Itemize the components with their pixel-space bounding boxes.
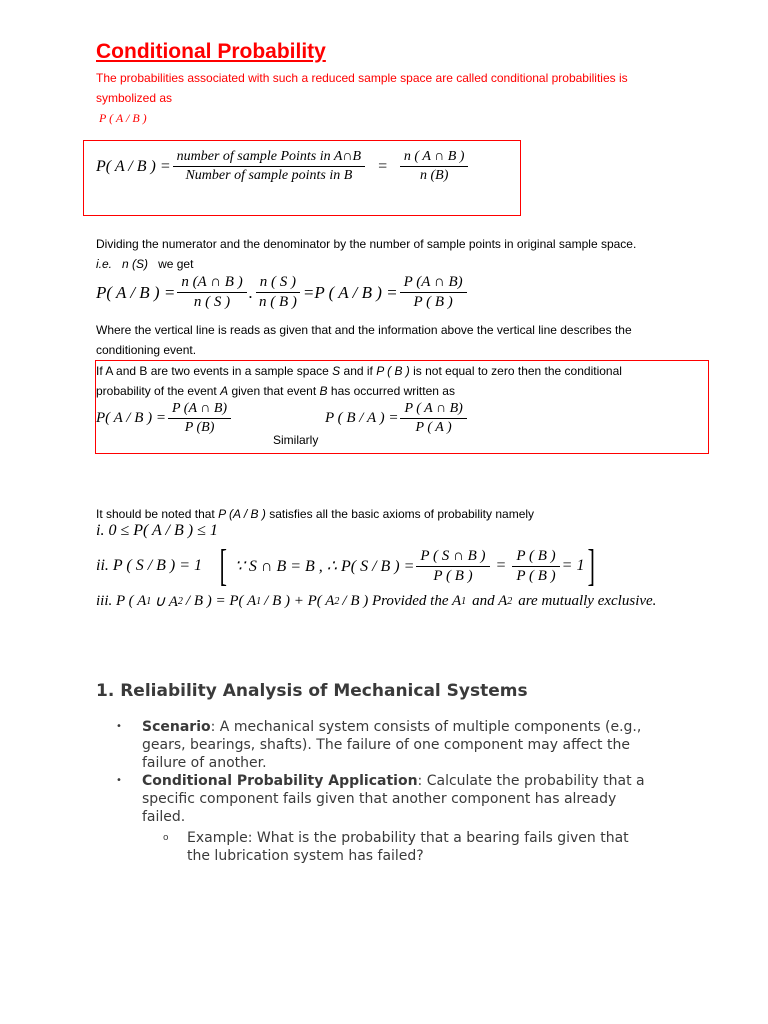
events-formula-2	[325, 401, 469, 436]
intro-line-1: The probabilities associated with such a reduced sample space are called conditional probabilities is	[96, 71, 628, 85]
bullet-2-bold: Conditional Probability Application	[142, 773, 418, 789]
axioms-intro	[96, 504, 716, 524]
events-B: B	[319, 384, 328, 398]
bullet-2-text: : Calculate the probability that a specific component fails given that another component has already failed.	[142, 773, 645, 825]
def-frac1-den: Number of sample points in B	[185, 168, 353, 183]
bullet-1-bold: Scenario	[142, 719, 211, 735]
axiom-ii-because: ∵ S ∩ B = B , ∴ P( S / B ) =	[234, 558, 415, 575]
we-get-label: we get	[158, 257, 194, 271]
vertical-line-text	[96, 320, 716, 360]
axiom-ii-f1-num: P ( S ∩ B )	[416, 548, 489, 567]
axiom-iii-b: ∪ A	[154, 594, 178, 610]
ev-f1-lhs: P( A / B ) =	[96, 410, 166, 426]
events-text-2b: given that event	[231, 384, 317, 398]
def-frac2-den: n (B)	[419, 168, 449, 183]
dividing-line-2	[96, 254, 716, 274]
axioms-intro-a: It should be noted that	[96, 507, 215, 521]
intro-line-2: symbolized as	[96, 91, 173, 105]
list-item	[116, 772, 656, 826]
bullet-dot-icon: •	[116, 721, 122, 732]
events-pb: P ( B )	[376, 364, 410, 378]
events-text-1a: If A and B are two events in a sample space	[96, 364, 329, 378]
ev-f2-den: P ( A )	[415, 420, 452, 435]
dividing-line-1: Dividing the numerator and the denominator by the number of sample points in original sample space.	[96, 237, 637, 251]
axiom-ii-f1-den: P ( B )	[433, 567, 473, 584]
eq2-f1-den: n ( S )	[193, 294, 231, 310]
axiom-ii-f2-den: P ( B )	[516, 567, 556, 584]
axiom-i: i. 0 ≤ P( A / B ) ≤ 1	[96, 522, 218, 539]
ns-label: n (S)	[122, 257, 149, 271]
intro-text	[96, 68, 696, 128]
events-text-2a: probability of the event	[96, 384, 217, 398]
events-line-1	[96, 361, 696, 381]
bullet-1-text: : A mechanical system consists of multiple components (e.g., gears, bearings, shafts). The failure of one component may affect the failure of another.	[142, 719, 642, 771]
definition-formula	[96, 149, 470, 184]
events-formula-1	[96, 401, 233, 436]
eq2-f3-den: P ( B )	[413, 294, 453, 310]
axiom-iii-e: / B ) Provided the A	[342, 593, 462, 609]
sub-list-item	[116, 829, 656, 865]
axiom-ii-end: = 1	[561, 557, 585, 574]
ev-f1-num: P (A ∩ B)	[168, 401, 231, 419]
axiom-iii-sub5: 1	[461, 596, 467, 607]
def-lhs: P( A / B ) =	[96, 157, 171, 175]
sub-bullet-text: Example: What is the probability that a bearing fails given that the lubrication system has failed?	[187, 830, 629, 864]
ie-label: i.e.	[96, 257, 113, 271]
axiom-iii-c: / B ) = P( A	[185, 593, 257, 609]
events-box	[95, 360, 709, 454]
axiom-ii	[96, 543, 599, 589]
events-line-2	[96, 381, 696, 401]
events-text-2c: has occurred written as	[330, 384, 455, 398]
ev-f1-den: P (B)	[184, 420, 215, 435]
eq2-f2-den: n ( B )	[258, 294, 297, 310]
ev-f2-lhs: P ( B / A ) =	[325, 410, 399, 426]
eq2-f3-num: P (A ∩ B)	[400, 274, 467, 293]
axiom-iii-sub2: 2	[177, 596, 183, 607]
def-frac1-num: number of sample Points in A∩B	[173, 149, 365, 167]
vertical-line-2: conditioning event.	[96, 343, 197, 357]
axiom-iii-f: and A	[472, 593, 508, 609]
axioms-intro-pab: P (A / B )	[218, 507, 266, 521]
bullet-dot-icon: •	[116, 775, 122, 786]
eq2-lhs: P( A / B ) =	[96, 282, 176, 302]
def-frac2-num: n ( A ∩ B )	[400, 149, 469, 167]
definition-box	[83, 140, 521, 216]
axiom-iii-a: iii. P ( A	[96, 593, 147, 609]
right-bracket: ]	[588, 541, 596, 590]
eq2-mid: =P ( A / B ) =	[302, 282, 398, 302]
ev-f2-num: P ( A ∩ B)	[400, 401, 466, 419]
events-text-1c: is not equal to zero then the conditional	[413, 364, 622, 378]
eq2-f2-num: n ( S )	[256, 274, 300, 293]
list-item	[116, 718, 656, 772]
eq2-f1-num: n (A ∩ B )	[177, 274, 246, 293]
axiom-iii-sub4: 2	[334, 596, 340, 607]
axiom-iii-g: are mutually exclusive.	[518, 593, 657, 609]
axiom-ii-eq: =	[495, 557, 507, 574]
axiom-iii-sub3: 1	[256, 596, 262, 607]
bullet-list	[116, 718, 656, 865]
events-text-1b: and if	[343, 364, 373, 378]
axiom-iii	[96, 592, 656, 611]
events-s: S	[332, 364, 341, 378]
dividing-text	[96, 234, 716, 274]
axiom-iii-sub6: 2	[507, 596, 513, 607]
page-title: Conditional Probability	[96, 40, 326, 63]
axiom-ii-f2-num: P ( B )	[512, 548, 559, 567]
eq2-dot: .	[248, 282, 253, 302]
vertical-line-1: Where the vertical line is reads as given that and the information above the vertical line describes the	[96, 323, 632, 337]
events-A: A	[220, 384, 229, 398]
axiom-iii-d: / B ) + P( A	[264, 593, 335, 609]
left-bracket: [	[219, 541, 228, 590]
axiom-ii-lhs: ii. P ( S / B ) = 1	[96, 557, 203, 574]
equation-2	[96, 274, 469, 311]
axioms-intro-b: satisfies all the basic axioms of probability namely	[269, 507, 535, 521]
similarly-label: Similarly	[273, 433, 319, 447]
section-heading: 1. Reliability Analysis of Mechanical Systems	[96, 681, 528, 701]
axiom-iii-sub1: 1	[146, 596, 152, 607]
circle-bullet-icon: o	[163, 833, 169, 843]
def-eq: =	[377, 157, 388, 175]
intro-notation: P ( A / B )	[99, 111, 147, 125]
